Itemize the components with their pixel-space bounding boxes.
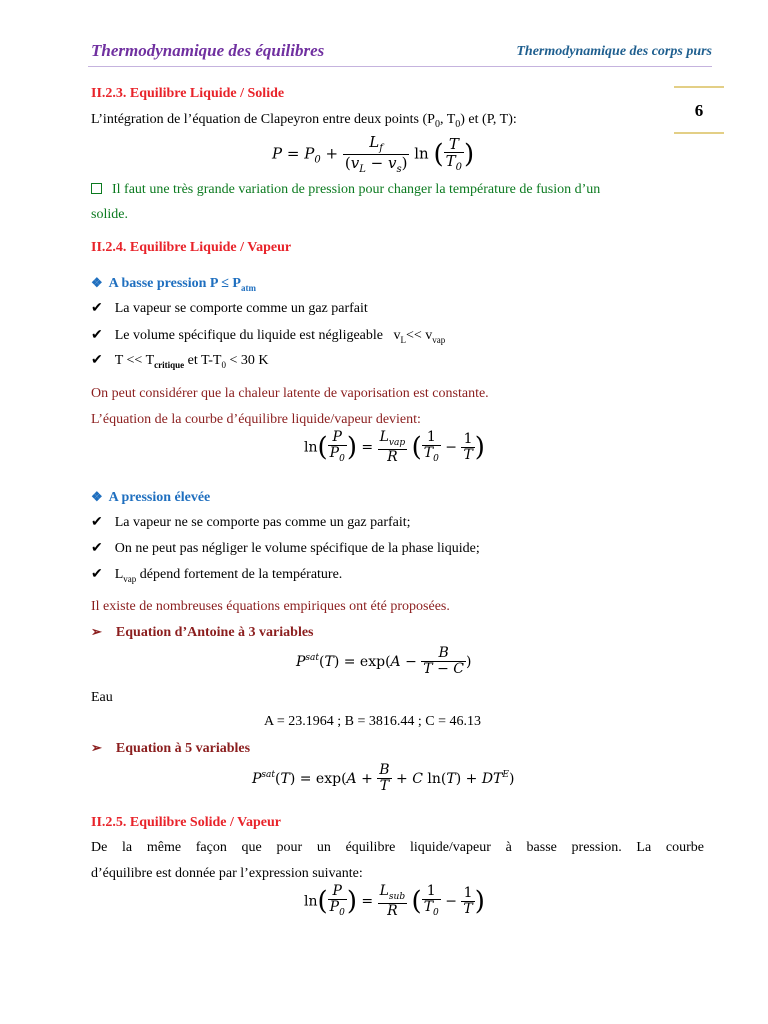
page-number-box: [674, 86, 724, 134]
diamond-bullet-icon: ❖: [91, 275, 103, 290]
header-right-title: Thermodynamique des corps purs: [516, 44, 712, 59]
high-item-2: ✔ On ne peut pas négliger le volume spécifique de la phase liquide;: [91, 541, 480, 556]
solid-vapour-line1: De la même façon que pour un équilibre liquide/vapeur à basse pression. La courbe: [91, 840, 704, 855]
check-icon: ✔: [91, 353, 103, 368]
low-item-1: ✔ La vapeur se comporte comme un gaz parfait: [91, 301, 368, 316]
low-item-2: ✔ Le volume spécifique du liquide est négligeable $v_L<< v_{vap}$: [91, 328, 446, 345]
section-title-223: II.2.3. Equilibre Liquide / Solide: [91, 86, 285, 101]
low-item-3: ✔ $T << T_{critique}$ et $T-T_0 < 30$ K: [91, 353, 269, 370]
equation-ln-vap: ln( $\frac{P}{P_0}$ ) = $\frac{L_{vap}}{R}$ ( $\frac{1}{T_0}$ − $\frac{1}{T}$ ): [304, 429, 485, 465]
checkbox-bullet-icon: [91, 183, 102, 194]
arrow-bullet-icon: ➢: [91, 624, 102, 639]
high-item-1: ✔ La vapeur ne se comporte pas comme un gaz parfait;: [91, 515, 411, 530]
check-icon: ✔: [91, 328, 103, 343]
solid-vapour-line2: d’équilibre est donnée par l’expression suivante:: [91, 866, 363, 881]
eau-label: Eau: [91, 690, 113, 705]
equation-ln-sub: ln( $\frac{P}{P_0}$ ) = $\frac{L_{sub}}{R}$ ( $\frac{1}{T_0}$ − $\frac{1}{T}$ ): [304, 883, 485, 919]
high-item-3: ✔ $L_{vap}$ dépend fortement de la température.: [91, 567, 343, 584]
high-pressure-heading: ❖ A pression élevée: [91, 489, 211, 505]
low-pressure-heading: ❖ A basse pression $P \le P_{atm}$: [91, 275, 256, 293]
equation-clapeyron: $P = P_0$ + $\frac{L_f}{(v_L - v_s)}$ ln ( $\frac{T}{T_0}$ ): [272, 133, 475, 175]
five-variables-heading: ➢ Equation à 5 variables: [91, 740, 251, 756]
clapeyron-intro: L’intégration de l’équation de Clapeyron entre deux points ($P_0$, $T_0$) et (P, T):: [91, 112, 517, 130]
diamond-bullet-icon: ❖: [91, 489, 103, 504]
empirical-text: Il existe de nombreuses équations empiriques ont été proposées.: [91, 599, 450, 614]
note-fusion-line1: Il faut une très grande variation de pression pour changer la température de fusion d’un: [91, 182, 600, 198]
check-icon: ✔: [91, 301, 103, 316]
arrow-bullet-icon: ➢: [91, 740, 102, 755]
check-icon: ✔: [91, 567, 103, 582]
note-fusion-line2: solide.: [91, 207, 128, 222]
curve-equation-text: L’équation de la courbe d’équilibre liquide/vapeur devient:: [91, 412, 421, 427]
header-left-title: Thermodynamique des équilibres: [91, 41, 325, 60]
header-divider: [88, 66, 712, 67]
check-icon: ✔: [91, 541, 103, 556]
page-number: 6: [694, 101, 704, 120]
equation-antoine: $P^{sat}(T) = \exp(A$ − $\frac{B}{T - C}$ ): [296, 645, 472, 678]
section-title-225: II.2.5. Equilibre Solide / Vapeur: [91, 815, 281, 830]
constant-latent-heat-text: On peut considérer que la chaleur latente de vaporisation est constante.: [91, 386, 489, 401]
section-title-224: II.2.4. Equilibre Liquide / Vapeur: [91, 240, 292, 255]
check-icon: ✔: [91, 515, 103, 530]
equation-five-variables: $P^{sat}(T) = \exp(A$ + $\frac{B}{T}$ + C $\ln(T) + DT^E$): [252, 762, 515, 795]
antoine-heading: ➢ Equation d’Antoine à 3 variables: [91, 624, 314, 640]
antoine-constants: A = 23.1964 ; B = 3816.44 ; C = 46.13: [264, 714, 481, 729]
